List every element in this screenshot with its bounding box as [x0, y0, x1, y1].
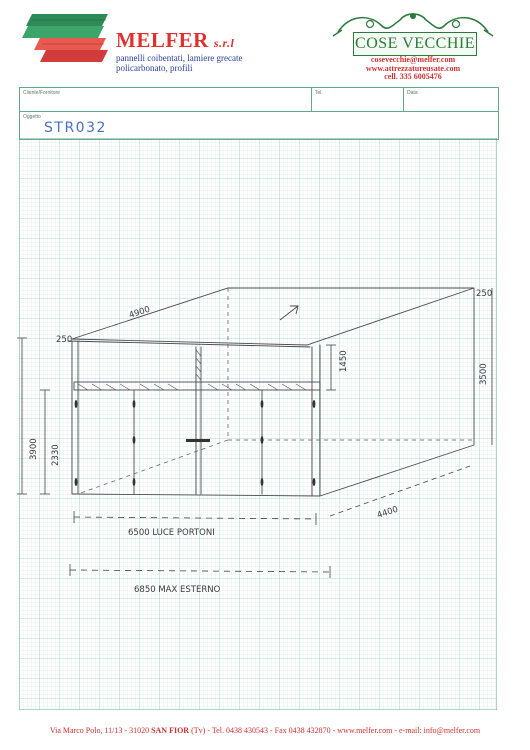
footer-town: SAN FIOR — [151, 726, 190, 735]
beam-hatching — [78, 350, 306, 390]
cose-vecchie-name: COSE VECCHIE — [353, 32, 477, 56]
cose-vecchie-email: cosevecchie@melfer.com — [370, 55, 456, 64]
footer-address: Via Marco Polo, 11/13 - 31020 — [49, 726, 150, 735]
dim-corner-left: 250 — [56, 335, 73, 345]
footer-email-link[interactable]: e-mail: info@melfer.com — [399, 726, 481, 735]
dim-light-opening: 6500 LUCE PORTONI — [128, 528, 215, 538]
dimension-lines — [17, 288, 492, 578]
cliente-label: Cliente/Fornitore — [23, 90, 60, 96]
footer-fax: Fax 0438 432870 — [274, 726, 331, 735]
dim-depth: 4400 — [375, 504, 400, 521]
melfer-srl: s.r.l — [213, 36, 235, 50]
footer-web-link[interactable]: www.melfer.com — [337, 726, 393, 735]
dim-right-height: 3500 — [479, 363, 489, 385]
dim-max-external: 6850 MAX ESTERNO — [134, 585, 221, 595]
footer-province: (Tv) — [191, 726, 206, 735]
door-hinges — [75, 400, 316, 486]
cose-vecchie-cell: cell. 335 6005476 — [384, 72, 442, 82]
cose-vecchie-web: www.attrezzatureusate.com — [365, 63, 461, 73]
tel-label: Tel. — [315, 90, 323, 96]
melfer-company-name: MELFER s.r.l — [116, 28, 235, 52]
hidden-lines — [78, 288, 474, 494]
melfer-tagline-2: policarbonato, profili — [116, 62, 193, 73]
melfer-tagline-1: pannelli coibentati, lamiere grecate — [116, 53, 243, 63]
oggetto-label: Oggetto — [23, 114, 41, 120]
footer-tel: Tel. 0438 430543 — [211, 726, 268, 735]
dim-corner-right: 250 — [476, 289, 493, 299]
footer: Via Marco Polo, 11/13 - 31020 SAN FIOR (Tv) - Tel. 0438 430543 - Fax 0438 432870 - www.melfer.com - e-mail: info@melfer.com — [49, 726, 481, 735]
data-label: Data — [407, 90, 418, 96]
dim-top-length: 4900 — [127, 304, 152, 321]
dim-panel-height: 1450 — [339, 350, 349, 372]
oggetto-value: STR032 — [44, 120, 107, 136]
dim-left-height: 3900 — [29, 438, 39, 460]
dim-door-height: 2330 — [51, 444, 61, 466]
shelter-outline — [68, 288, 474, 496]
roof-slope-arrow-icon — [280, 306, 298, 320]
